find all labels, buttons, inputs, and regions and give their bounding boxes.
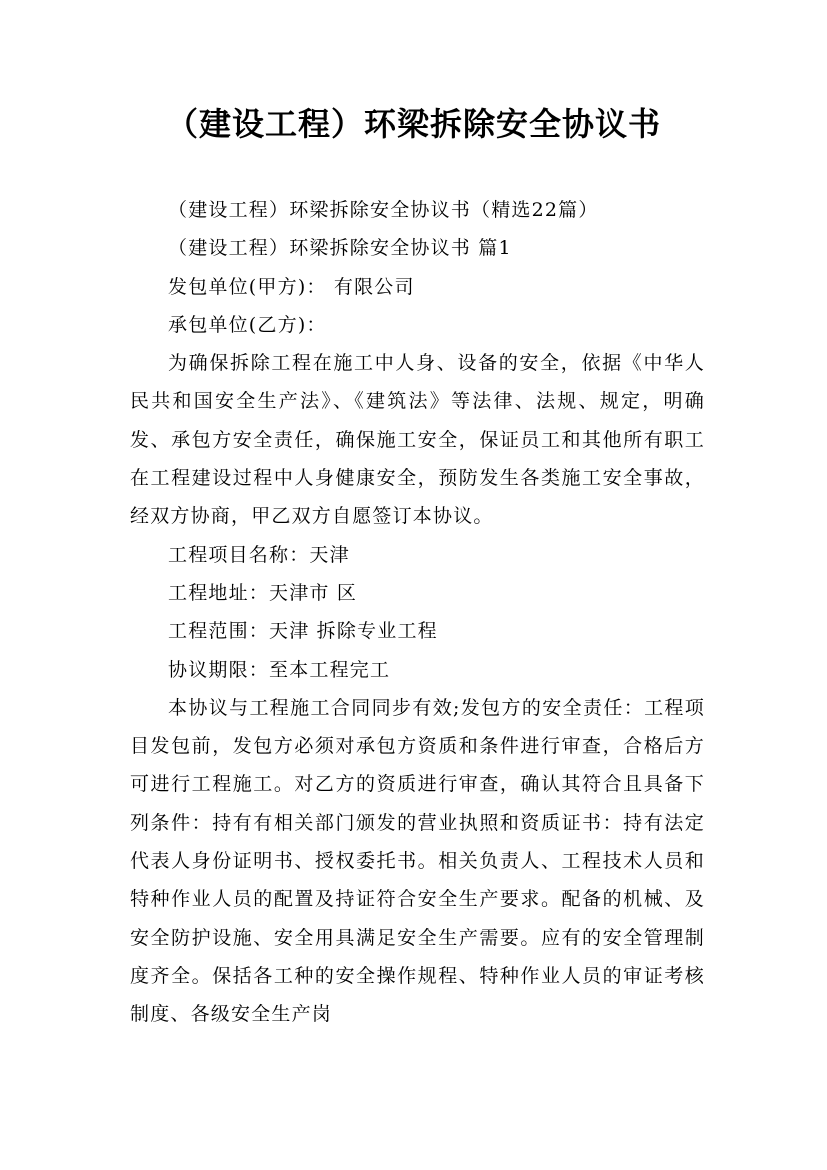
party-b-line: 承包单位(乙方)： [168, 313, 327, 336]
party-a-line: 发包单位(甲方)： 有限公司 [168, 275, 415, 298]
project-scope-line: 工程范围：天津 拆除专业工程 [168, 620, 438, 643]
purpose-paragraph: 为确保拆除工程在施工中人身、设备的安全，依据《中华人民共和国安全生产法》、《建筑法》等法律、法规、规定，明确发、承包方安全责任，确保施工安全，保证员工和其他所有职工在工程建设过程中人身健康安全，预防发生各类施工安全事故，经双方协商，甲乙双方自愿签订本协议。 [130, 352, 705, 528]
responsibility-paragraph: 本协议与工程施工合同同步有效;发包方的安全责任：工程项目发包前，发包方必须对承包方资质和条件进行审查，合格后方可进行工程施工。对乙方的资质进行审查，确认其符合且具备下列条件：持有有相关部门颁发的营业执照和资质证书：持有法定代表人身份证明书、授权委托书。相关负责人、工程技术人员和特种作业人员的配置及持证符合安全生产要求。配备的机械、及安全防护设施、安全用具满足安全生产需要。应有的安全管理制度齐全。保括各工种的安全操作规程、特种作业人员的审证考核制度、各级安全生产岗 [130, 696, 705, 1026]
agreement-term-line: 协议期限：至本工程完工 [168, 658, 391, 681]
subtitle-paragraph: （建设工程）环梁拆除安全协议书（精选22篇） [168, 199, 599, 221]
project-address-line: 工程地址：天津市 区 [168, 581, 358, 604]
project-name-line: 工程项目名称：天津 [168, 543, 350, 566]
section-heading: （建设工程）环梁拆除安全协议书 篇1 [168, 237, 512, 260]
document-title: （建设工程）环梁拆除安全协议书 [165, 105, 661, 143]
document-body [130, 191, 705, 1034]
